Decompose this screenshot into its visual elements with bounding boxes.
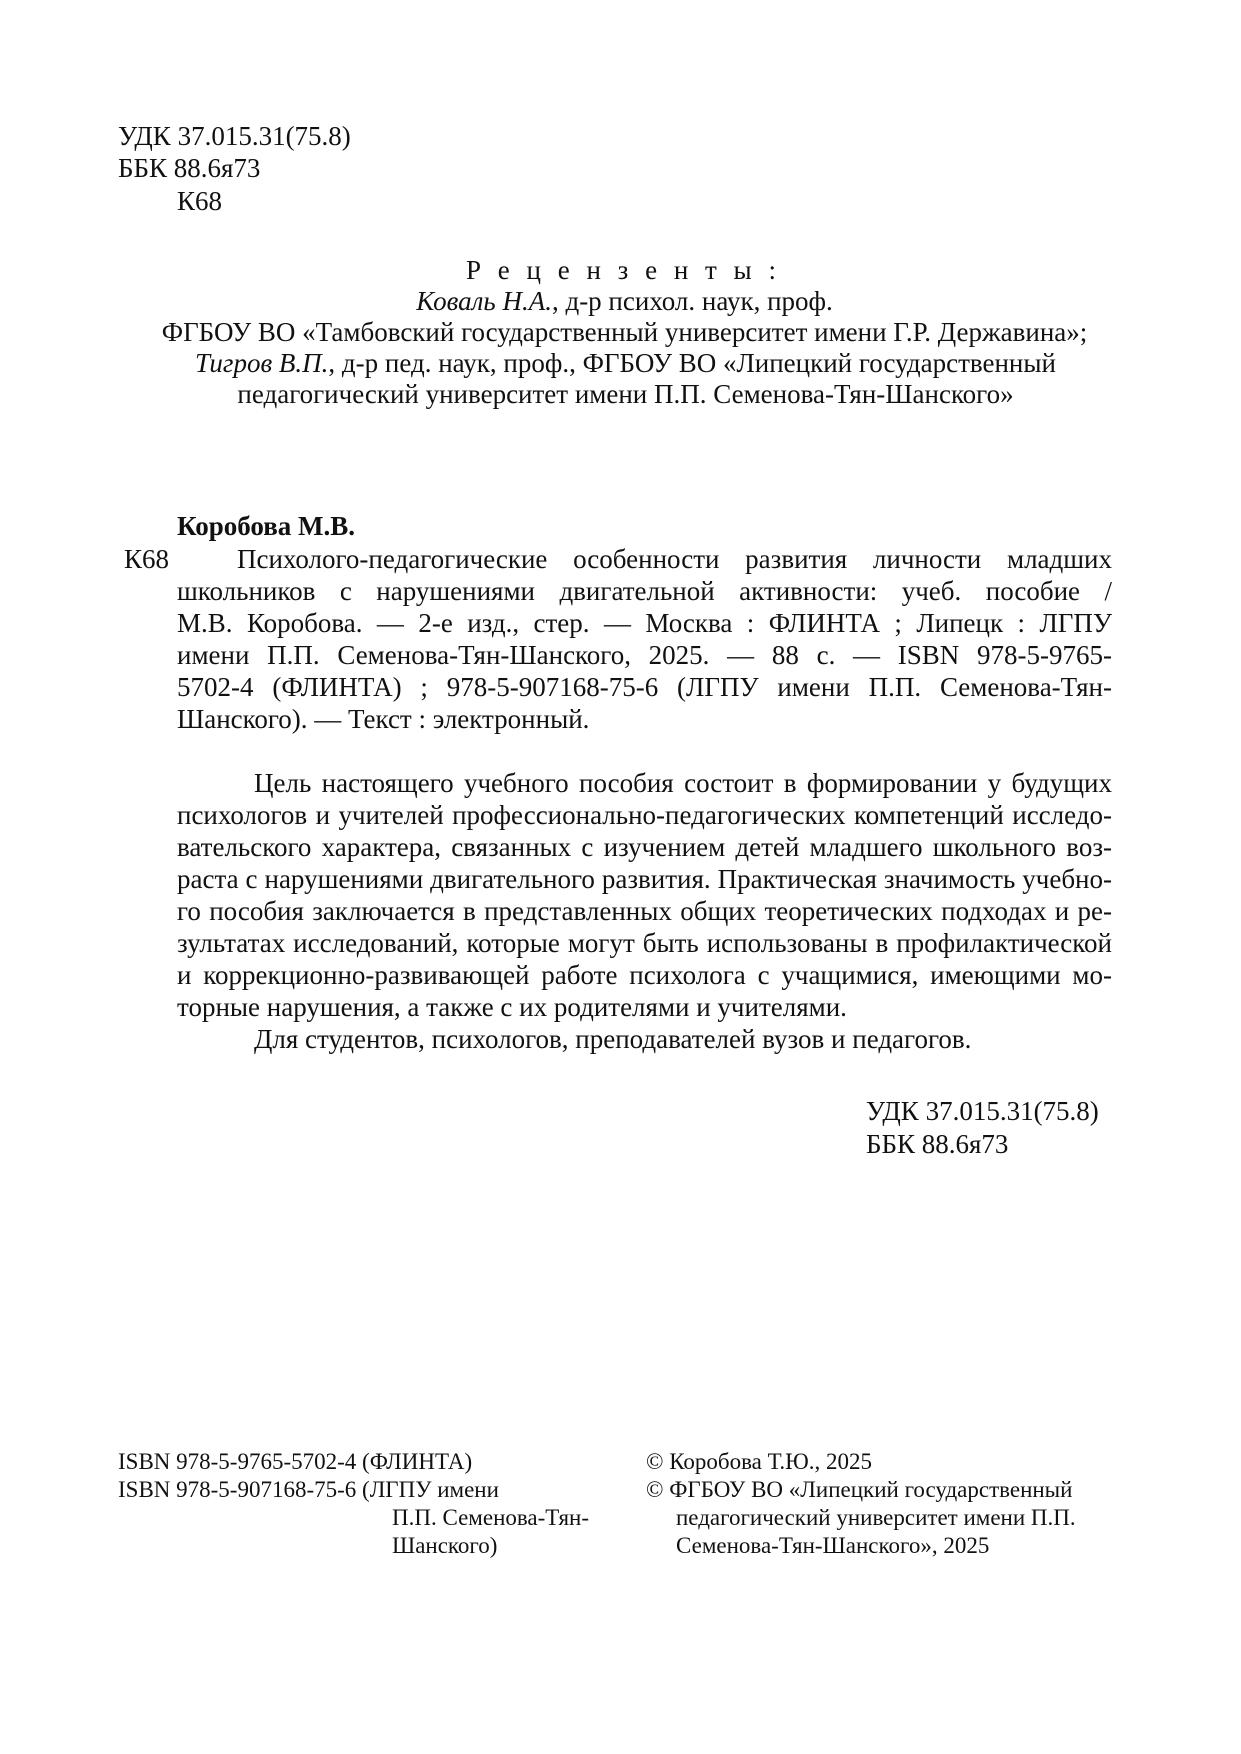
abstract-line: торные нарушения, а также с их родителями и учителями. [177,992,847,1022]
abstract-audience: Для студентов, психологов, преподавателей вузов и педагогов. [254,1024,972,1054]
udk-bottom: УДК 37.015.31(75.8) [866,1096,1099,1126]
catalog-line: школьников с нарушениями двигательной активности: учеб. пособие / [177,576,1112,606]
udk-top: УДК 37.015.31(75.8) [118,121,351,151]
isbn-block [118,1448,589,1560]
catalog-line: имени П.П. Семенова-Тян-Шанского, 2025. — 88 с. — ISBN 978-5-9765- [177,640,1112,670]
reviewer-line-3: Тигров В.П., д-р пед. наук, проф., ФГБОУ ВО «Липецкий государственный [195,348,1056,378]
isbn-line-2: ISBN 978-5-907168-75-6 (ЛГПУ имени [118,1477,499,1502]
abstract-line: психологов и учителей профессионально-педагогических компетенций исследо- [177,800,1112,830]
bbk-top: ББК 88.6я73 [118,153,261,183]
copyright-line-2-cont: педагогический университет имени П.П. [676,1505,1076,1530]
reviewer-line-1: Коваль Н.А., д-р психол. наук, проф. [416,286,833,316]
abstract-line: раста с нарушениями двигательного развития. Практическая значимость учебно- [177,864,1112,894]
abstract-line: и коррекционно-развивающей работе психолога с учащимися, имеющими мо- [177,960,1112,990]
bbk-bottom: ББК 88.6я73 [866,1129,1009,1159]
reviewer-name-2: Тигров В.П. [195,348,329,378]
reviewer-name-1: Коваль Н.А. [416,286,552,316]
reviewers-heading: Р е ц е н з е н т ы : [466,255,781,285]
isbn-line-2-cont: П.П. Семенова-Тян- [392,1505,590,1530]
reviewer-line-4: педагогический университет имени П.П. Семенова-Тян-Шанского» [237,379,1014,409]
isbn-line-2-cont: Шанского) [392,1533,498,1558]
catalog-line: 5702-4 (ФЛИНТА) ; 978-5-907168-75-6 (ЛГПУ имени П.П. Семенова-Тян- [177,672,1112,702]
copyright-line-2: © ФГБОУ ВО «Липецкий государственный [646,1477,1073,1502]
reviewers-block [0,255,1241,410]
abstract-line: зультатах исследований, которые могут быть использованы в профилактической [177,928,1112,958]
abstract-line: го пособия заключается в представленных общих теоретических подходах и ре- [177,896,1112,926]
copyright-block [646,1448,1076,1560]
isbn-line-1: ISBN 978-5-9765-5702-4 (ФЛИНТА) [118,1449,473,1474]
catalog-line: М.В. Коробова. — 2-е изд., стер. — Москва : ФЛИНТА ; Липецк : ЛГПУ [177,608,1112,638]
abstract-line: Цель настоящего учебного пособия состоит в формировании у будущих [254,768,1112,798]
catalog-line: Шанского). — Текст : электронный. [177,704,590,734]
author-code-top: К68 [177,186,223,216]
catalog-line: Психолого-педагогические особенности развития личности младших [237,544,1112,574]
abstract-paragraph [177,767,1112,1023]
catalog-author: Коробова М.В. [177,511,356,541]
catalog-code: К68 [124,544,170,574]
reviewer-line-2: ФГБОУ ВО «Тамбовский государственный университет имени Г.Р. Державина»; [161,317,1088,347]
copyright-line-1: © Коробова Т.Ю., 2025 [646,1449,873,1474]
catalog-description [177,543,1112,735]
abstract-line: вательского характера, связанных с изучением детей младшего школьного воз- [177,832,1112,862]
copyright-line-2-cont: Семенова-Тян-Шанского», 2025 [676,1533,990,1558]
